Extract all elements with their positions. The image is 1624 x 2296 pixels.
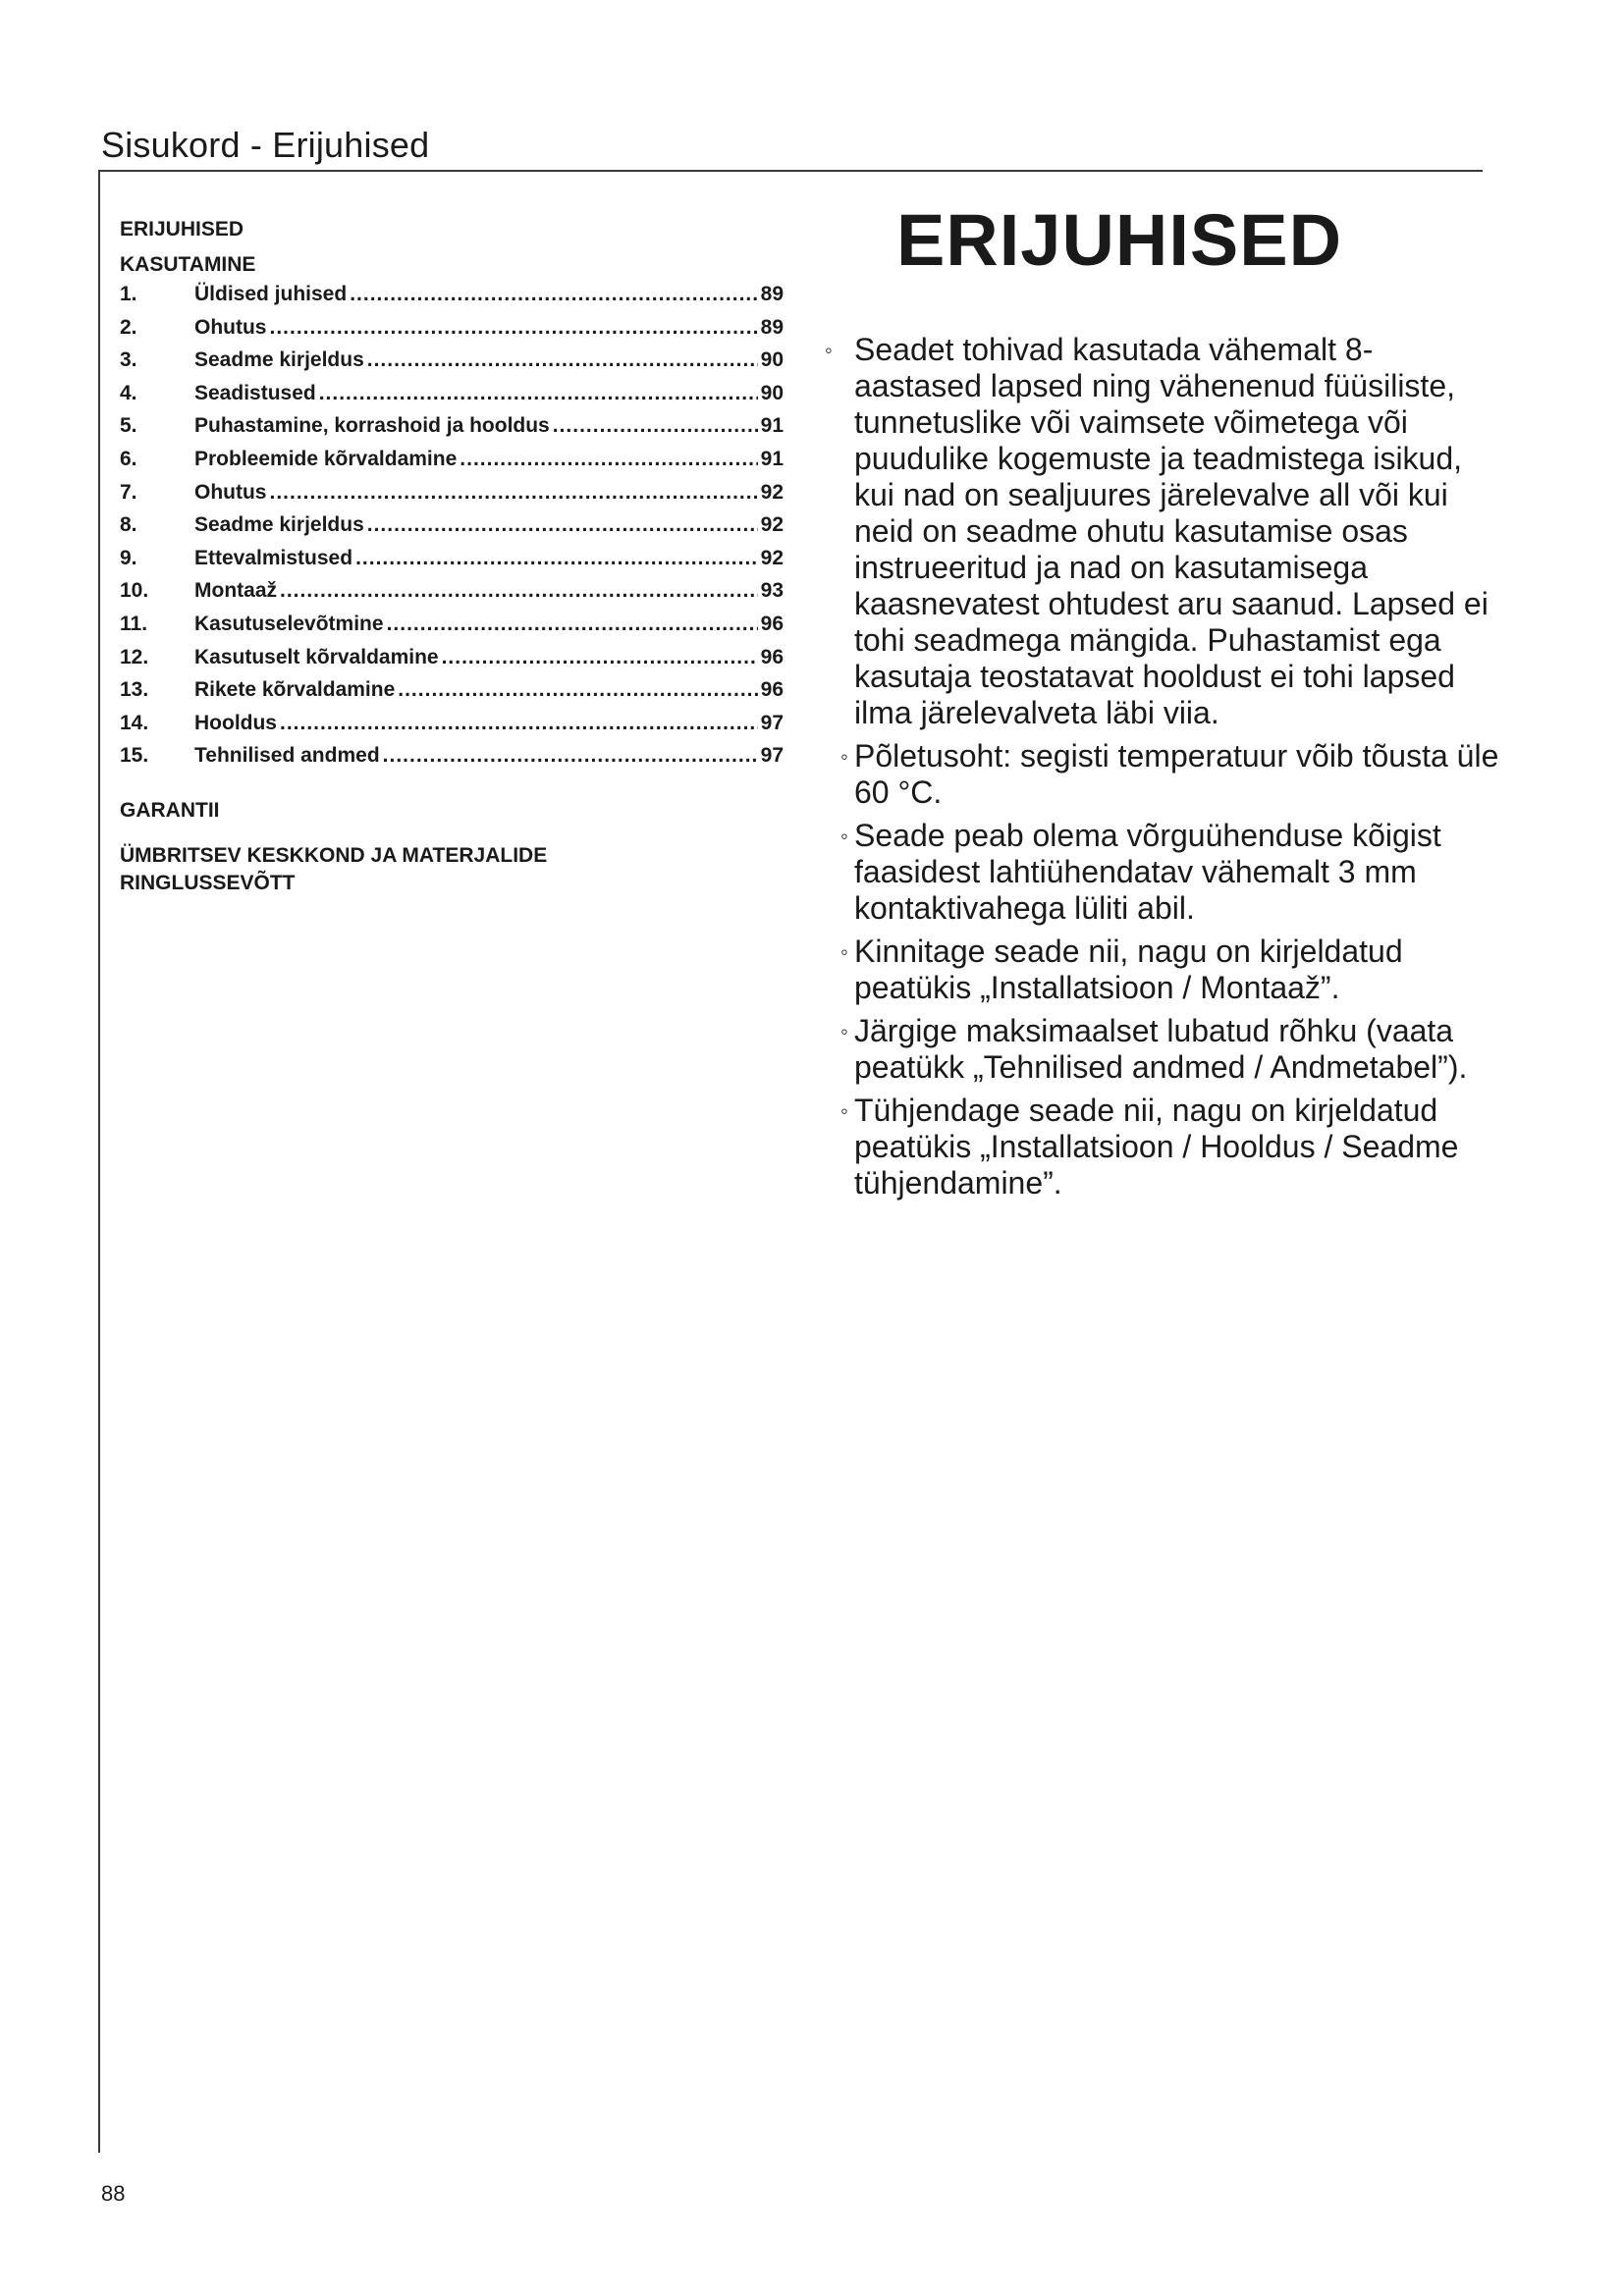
bullet-icon: ◦ xyxy=(825,338,833,362)
toc-entry-label: Seadme kirjeldus xyxy=(194,513,364,537)
safety-instruction-item xyxy=(823,1013,1500,1086)
toc-entry-page: 97 xyxy=(760,744,784,768)
toc-entry-number: 2. xyxy=(120,315,137,339)
toc-entry-page: 91 xyxy=(760,414,784,438)
safety-instruction-text: Seade peab olema võrguühenduse kõigist faasidest lahtiühendatav vähemalt 3 mm kontaktivahega lüliti abil. xyxy=(854,818,1441,926)
toc-entry-label: Tehnilised andmed xyxy=(194,744,380,768)
safety-instruction-item xyxy=(823,738,1500,811)
toc-section-heading[interactable]: KASUTAMINE xyxy=(120,253,256,276)
safety-instruction-text: Põletusoht: segisti temperatuur võib tõusta üle 60 °C. xyxy=(854,738,1499,810)
toc-entry-number: 1. xyxy=(120,283,137,305)
toc-dot-leader xyxy=(367,348,758,372)
toc-entry-page: 96 xyxy=(760,678,784,702)
safety-instruction-item xyxy=(823,332,1500,731)
toc-entry-page: 96 xyxy=(760,645,784,668)
toc-entry[interactable] xyxy=(120,316,784,349)
toc-entry-number: 7. xyxy=(120,480,137,504)
safety-instruction-text: Seadet tohivad kasutada vähemalt 8-aastased lapsed ning vähenenud füüsiliste, tunnetuslike või vaimsete võimetega või puudulike kogemuste ja teadmistega isikud, kui nad on sealjuures järelevalve all või kui neid on seadme ohutu kasutamise osas instrueeritud ja nad on kasutamisega kaasnevatest ohtudest aru saanud. Lapsed ei tohi seadmega mängida. Puhastamist ega kasutaja teostatavat hooldust ei tohi lapsed ilma järelevalveta läbi viia. xyxy=(854,332,1489,730)
bullet-icon: ◦ xyxy=(840,939,848,964)
toc-entry-label: Montaaž xyxy=(194,579,277,603)
toc-entry-number: 12. xyxy=(120,645,149,668)
toc-dot-leader xyxy=(319,382,758,405)
page-header-title: Sisukord - Erijuhised xyxy=(101,125,430,165)
safety-instruction-item xyxy=(823,1093,1500,1201)
header-divider xyxy=(98,170,1483,172)
toc-entry-label: Seadme kirjeldus xyxy=(194,348,364,372)
toc-entry-label: Probleemide kõrvaldamine xyxy=(194,447,458,470)
toc-entry[interactable] xyxy=(120,481,784,514)
toc-entry-page: 91 xyxy=(760,447,784,470)
toc-entry[interactable] xyxy=(120,646,784,679)
toc-entry[interactable] xyxy=(120,283,784,316)
toc-entry[interactable] xyxy=(120,579,784,613)
toc-dot-leader xyxy=(270,316,758,340)
toc-dot-leader xyxy=(350,283,757,306)
toc-entry-page: 92 xyxy=(760,513,784,537)
toc-entry-page: 93 xyxy=(760,579,784,603)
toc-section-heading[interactable]: GARANTII xyxy=(120,798,220,822)
bullet-icon: ◦ xyxy=(840,824,848,848)
toc-entry[interactable] xyxy=(120,414,784,448)
toc-entry-number: 9. xyxy=(120,546,137,569)
page-number: 88 xyxy=(101,2181,126,2206)
toc-dot-leader xyxy=(383,744,758,768)
toc-entry-label: Puhastamine, korrashoid ja hooldus xyxy=(194,414,550,438)
toc-dot-leader xyxy=(460,448,757,471)
toc-entry-page: 90 xyxy=(760,381,784,404)
toc-section-heading-line: RINGLUSSEVÕTT xyxy=(120,871,296,894)
toc-dot-leader xyxy=(387,613,758,636)
safety-instruction-text: Kinnitage seade nii, nagu on kirjeldatud peatükis „Installatsioon / Montaaž”. xyxy=(854,934,1403,1005)
toc-entry-page: 92 xyxy=(760,546,784,569)
toc-entry-number: 14. xyxy=(120,711,149,734)
safety-instruction-item xyxy=(823,818,1500,927)
toc-list xyxy=(120,283,784,777)
toc-entry-number: 8. xyxy=(120,513,137,537)
toc-entry-label: Kasutuselevõtmine xyxy=(194,612,384,635)
toc-entry[interactable] xyxy=(120,382,784,415)
toc-entry-number: 15. xyxy=(120,744,149,768)
toc-entry-page: 97 xyxy=(760,711,784,734)
toc-entry[interactable] xyxy=(120,678,784,712)
toc-dot-leader xyxy=(442,646,758,669)
toc-entry[interactable] xyxy=(120,547,784,580)
toc-entry[interactable] xyxy=(120,348,784,382)
toc-entry-number: 13. xyxy=(120,678,149,702)
toc-entry-page: 90 xyxy=(760,348,784,372)
toc-entry-page: 89 xyxy=(760,283,784,305)
toc-section-heading[interactable]: ERIJUHISED xyxy=(120,218,244,240)
toc-entry-page: 96 xyxy=(760,612,784,635)
toc-entry-number: 6. xyxy=(120,447,137,470)
toc-dot-leader xyxy=(355,547,758,570)
toc-entry-label: Ohutus xyxy=(194,480,267,504)
toc-entry[interactable] xyxy=(120,513,784,547)
toc-entry-label: Ettevalmistused xyxy=(194,546,353,569)
toc-entry[interactable] xyxy=(120,744,784,777)
toc-dot-leader xyxy=(367,513,758,537)
toc-entry-number: 4. xyxy=(120,381,137,404)
table-of-contents xyxy=(120,212,784,897)
left-margin-rule xyxy=(98,170,100,2153)
safety-instruction-item xyxy=(823,934,1500,1006)
toc-entry-label: Seadistused xyxy=(194,381,316,404)
bullet-icon: ◦ xyxy=(840,744,848,769)
toc-dot-leader xyxy=(270,481,758,505)
toc-entry-label: Hooldus xyxy=(194,711,277,734)
toc-section-heading[interactable] xyxy=(120,842,784,897)
safety-instructions-list xyxy=(823,332,1500,1208)
bullet-icon: ◦ xyxy=(840,1098,848,1123)
toc-entry-number: 5. xyxy=(120,414,137,438)
safety-instruction-text: Järgige maksimaalset lubatud rõhku (vaata peatükk „Tehnilised andmed / Andmetabel”). xyxy=(854,1013,1468,1085)
toc-entry-number: 11. xyxy=(120,612,148,635)
toc-dot-leader xyxy=(280,712,758,735)
toc-entry-number: 10. xyxy=(120,579,149,603)
toc-section-heading-line: ÜMBRITSEV KESKKOND JA MATERJALIDE xyxy=(120,843,548,867)
toc-entry-number: 3. xyxy=(120,348,137,372)
toc-entry[interactable] xyxy=(120,613,784,646)
toc-entry-label: Üldised juhised xyxy=(194,283,348,305)
toc-entry-label: Kasutuselt kõrvaldamine xyxy=(194,645,439,668)
safety-instruction-text: Tühjendage seade nii, nagu on kirjeldatud peatükis „Installatsioon / Hooldus / Seadme tühjendamine”. xyxy=(854,1093,1459,1201)
toc-entry-page: 89 xyxy=(760,315,784,339)
toc-entry[interactable] xyxy=(120,448,784,481)
main-heading: ERIJUHISED xyxy=(895,199,1343,281)
toc-entry[interactable] xyxy=(120,712,784,745)
toc-entry-page: 92 xyxy=(760,480,784,504)
toc-dot-leader xyxy=(280,579,758,603)
toc-dot-leader xyxy=(398,678,757,702)
toc-entry-label: Ohutus xyxy=(194,315,267,339)
bullet-icon: ◦ xyxy=(840,1019,848,1043)
toc-dot-leader xyxy=(553,414,758,438)
toc-entry-label: Rikete kõrvaldamine xyxy=(194,678,396,702)
